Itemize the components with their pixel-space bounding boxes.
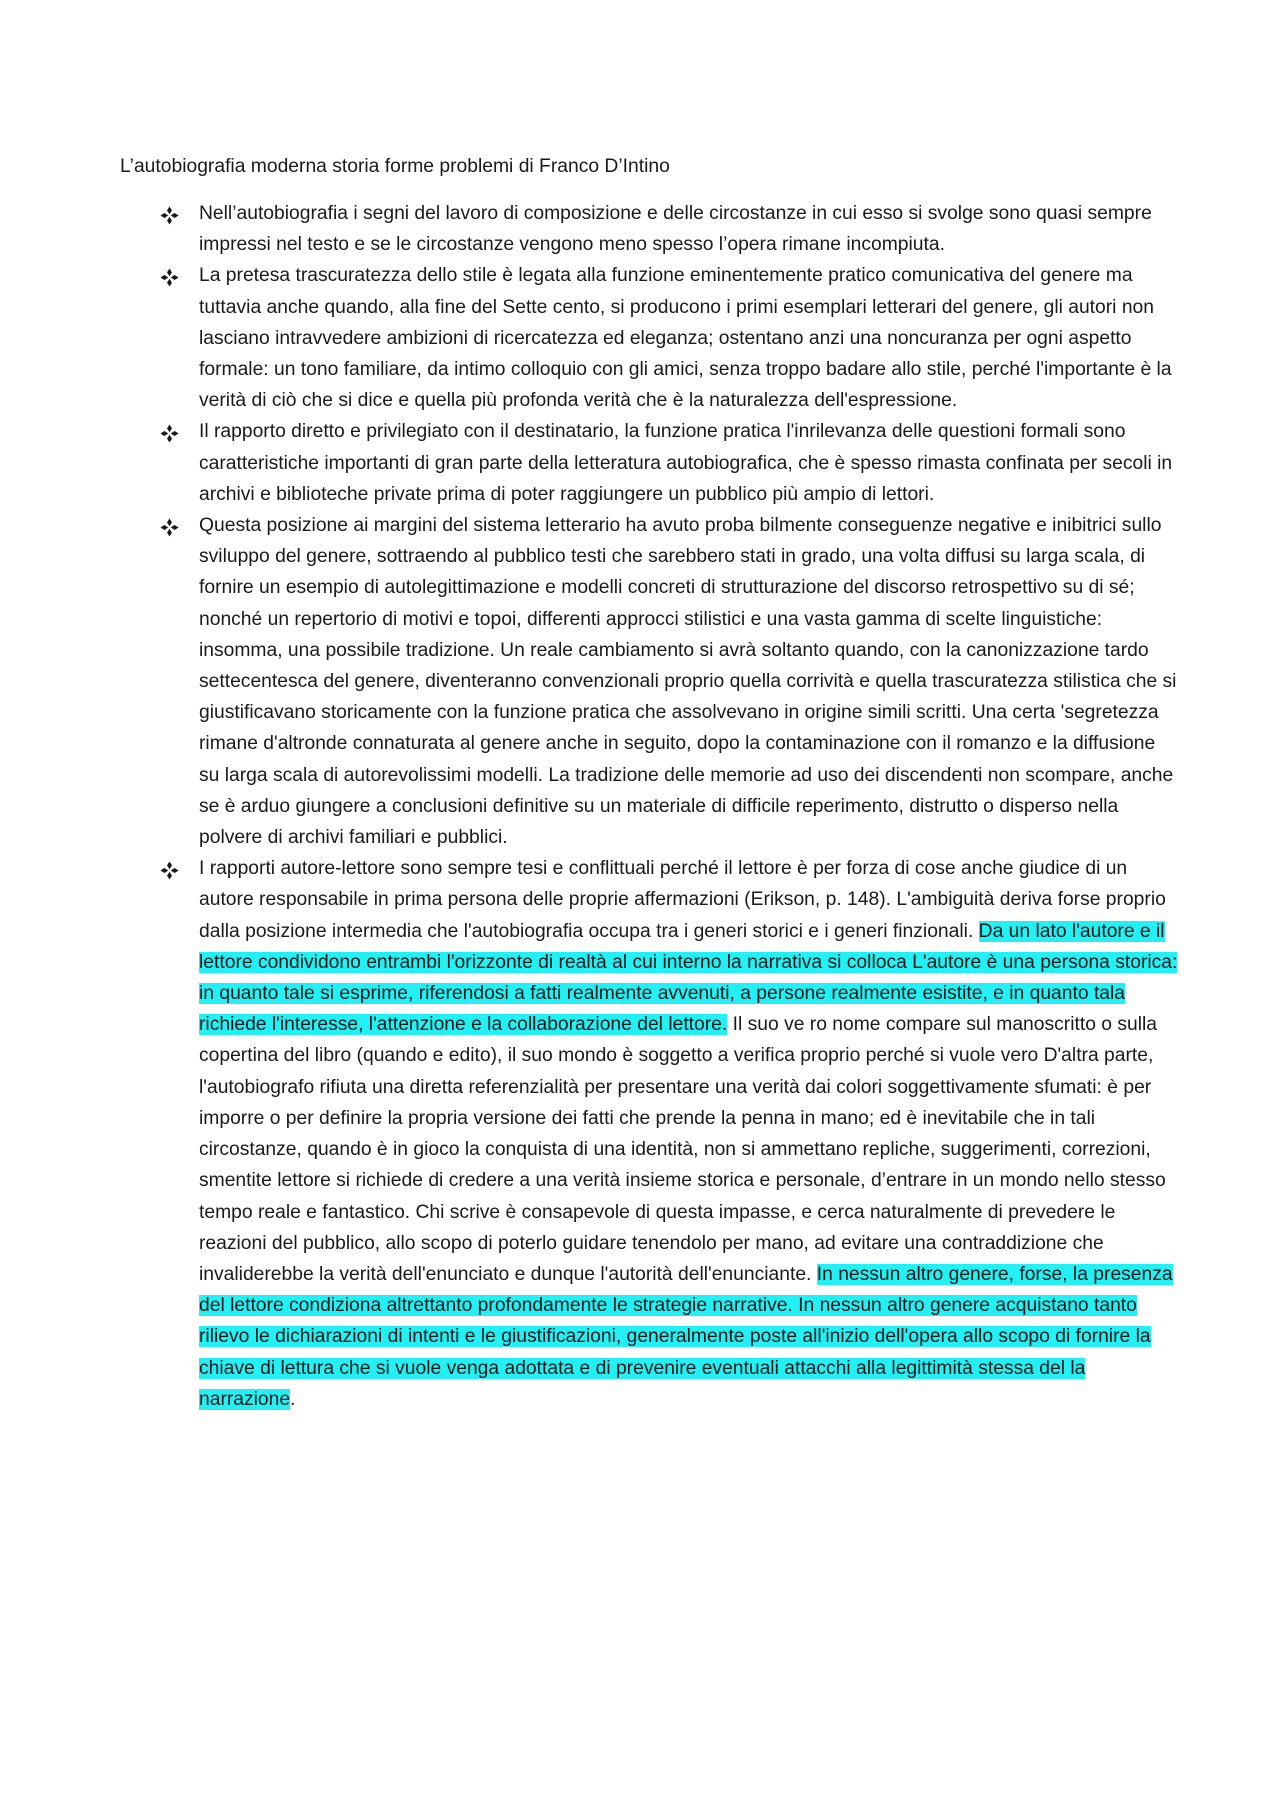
bullet-item	[120, 198, 1180, 260]
highlighted-text: In nessun altro genere, forse, la presenza del lettore condiziona altrettanto profondamente le strategie narrative. In nessun altro genere acquistano tanto rilievo le dichiarazioni di intenti e le giustificazioni, generalmente poste all'inizio dell'opera allo scopo di fornire la chiave di lettura che si vuole venga adottata e di prevenire eventuali attacchi alla legittimità stessa del la narrazione	[199, 1263, 1173, 1410]
bullet-item	[120, 853, 1180, 1415]
paragraph-text: Il suo ve ro nome compare sul manoscritto o sulla copertina del libro (quando e edito), il suo mondo è soggetto a verifica proprio perché si vuole vero D'altra parte, l'autobiografo rifiuta una diretta referenzialità per presentare una verità dai colori soggettivamente sfumati: è per imporre o per definire la propria versione dei fatti che prende la penna in mano; ed è inevitabile che in tali circostanze, quando è in gioco la conquista di una identità, non si ammettano repliche, suggerimenti, correzioni, smentite lettore si richiede di credere a una verità insieme storica e personale, d’entrare in un mondo nello stesso tempo reale e fantastico. Chi scrive è consapevole di questa impasse, e cerca naturalmente di prevedere le reazioni del pubblico, allo scopo di poterlo guidare tenendolo per mano, ad evitare una contraddizione che invaliderebbe la verità dell'enunciato e dunque l'autorità dell'enunciante.	[199, 1014, 1166, 1285]
paragraph-text: .	[290, 1388, 296, 1410]
paragraph-text: Nell’autobiografia i segni del lavoro di composizione e delle circostanze in cui esso si svolge sono quasi sempre impressi nel testo e se le circostanze vengono meno spesso l’opera rimane incompiuta.	[199, 203, 1152, 256]
paragraph-text: I rapporti autore-lettore sono sempre tesi e conflittuali perché il lettore è per forza di cose anche giudice di un autore responsabile in prima persona delle proprie affermazioni (Erikson, p. 148). L'ambiguità deriva forse proprio dalla posizione intermedia che l'autobiografia occupa tra i generi storici e i generi finzionali.	[199, 858, 1166, 942]
four-diamond-bullet-icon	[160, 859, 179, 878]
bullet-item	[120, 260, 1180, 416]
paragraph-text: Il rapporto diretto e privilegiato con il destinatario, la funzione pratica l'inrilevanza delle questioni formali sono caratteristiche importanti di gran parte della letteratura autobiografica, che è spesso rimasta confinata per secoli in archivi e biblioteche private prima di poter raggiungere un pubblico più ampio di lettori.	[199, 421, 1173, 505]
bullet-item	[120, 416, 1180, 510]
bullet-list	[120, 198, 1180, 1415]
paragraph-text: La pretesa trascuratezza dello stile è legata alla funzione eminentemente pratico comunicativa del genere ma tuttavia anche quando, alla fine del Sette cento, si producono i primi esemplari letterari del genere, gli autori non lasciano intravvedere ambizioni di ricercatezza ed eleganza; ostentano anzi una noncuranza per ogni aspetto formale: un tono familiare, da intimo colloquio con gli amici, senza troppo badare allo stile, perché l'importante è la verità di ciò che si dice e quella più profonda verità che è la naturalezza dell'espressione.	[199, 265, 1172, 412]
four-diamond-bullet-icon	[160, 204, 179, 223]
four-diamond-bullet-icon	[160, 516, 179, 535]
highlighted-text: Da un lato l'autore e il lettore condividono entrambi l'orizzonte di realtà al cui interno la narrativa si colloca L'autore è una persona storica: in quanto tale si esprime, riferendosi a fatti realmente avvenuti, a persone realmente esistite, e in quanto tala richiede l'interesse, l'attenzione e la collaborazione del lettore.	[199, 920, 1178, 1036]
paragraph-text: Questa posizione ai margini del sistema letterario ha avuto proba bilmente conseguenze negative e inibitrici sullo sviluppo del genere, sottraendo al pubblico testi che sarebbero stati in grado, una volta diffusi su larga scala, di fornire un esempio di autolegittimazione e modelli concreti di strutturazione del discorso retrospettivo su di sé; nonché un repertorio di motivi e topoi, differenti approcci stilistici e una vasta gamma di scelte linguistiche: insomma, una possibile tradizione. Un reale cambiamento si avrà soltanto quando, con la canonizzazione tardo settecentesca del genere, diventeranno convenzionali proprio quella corrività e quella trascuratezza stilistica che si giustificavano storicamente con la funzione pratica che assolvevano in origine simili scritti. Una certa 'segretezza rimane d'altronde connaturata al genere anche in seguito, dopo la contaminazione con il romanzo e la diffusione su larga scala di autorevolissimi modelli. La tradizione delle memorie ad uso dei discendenti non scompare, anche se è arduo giungere a conclusioni definitive su un materiale di difficile reperimento, distrutto o disperso nella polvere di archivi familiari e pubblici.	[199, 515, 1177, 849]
bullet-item	[120, 510, 1180, 853]
four-diamond-bullet-icon	[160, 422, 179, 441]
document-title: L’autobiografia moderna storia forme problemi di Franco D’Intino	[120, 156, 670, 177]
four-diamond-bullet-icon	[160, 266, 179, 285]
